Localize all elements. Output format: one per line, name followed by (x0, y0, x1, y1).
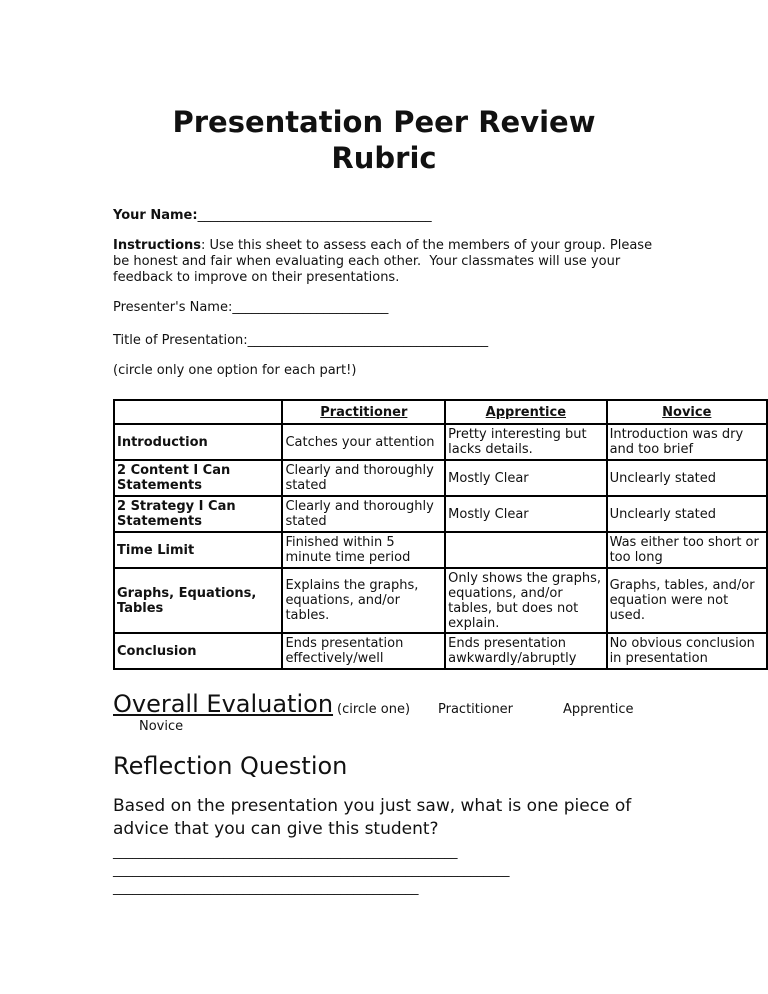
your-name-blank: ____________________________________ (197, 208, 432, 223)
table-row (114, 532, 767, 568)
presentation-title-field[interactable]: Title of Presentation:_____________________________________ (113, 333, 489, 348)
instructions (113, 238, 653, 286)
answer-line[interactable]: _____________________________________________________________ (113, 863, 510, 878)
reflection-question (113, 795, 631, 841)
answer-line[interactable]: _____________________________________________________ (113, 845, 458, 860)
apprentice-cell[interactable]: Only shows the graphs, equations, and/or tables, but does not explain. (445, 568, 606, 633)
header-novice: Novice (607, 400, 767, 424)
header-practitioner: Practitioner (282, 400, 445, 424)
table-header-row (114, 400, 767, 424)
novice-cell[interactable]: Introduction was dry and too brief (607, 424, 767, 460)
practitioner-cell[interactable]: Clearly and thoroughly stated (282, 460, 445, 496)
practitioner-cell[interactable]: Explains the graphs, equations, and/or tables. (282, 568, 445, 633)
criterion-cell: 2 Strategy I Can Statements (114, 496, 282, 532)
question-line-1: Based on the presentation you just saw, what is one piece of (113, 796, 632, 816)
criterion-cell: Introduction (114, 424, 282, 460)
criterion-cell: Graphs, Equations, Tables (114, 568, 282, 633)
apprentice-cell[interactable] (445, 532, 606, 568)
your-name-field[interactable] (113, 208, 432, 224)
table-row (114, 568, 767, 633)
header-apprentice: Apprentice (445, 400, 606, 424)
overall-circle-one: (circle one) (337, 702, 411, 717)
table-row (114, 633, 767, 669)
your-name-label: Your Name: (113, 208, 198, 223)
practitioner-cell[interactable]: Ends presentation effectively/well (282, 633, 445, 669)
novice-cell[interactable]: Was either too short or too long (607, 532, 767, 568)
circle-note: (circle only one option for each part!) (113, 363, 357, 378)
table-row (114, 460, 767, 496)
instructions-line-3: feedback to improve on their presentations. (113, 270, 400, 285)
answer-area[interactable] (113, 845, 510, 899)
apprentice-cell[interactable]: Mostly Clear (445, 496, 606, 532)
header-blank (114, 400, 282, 424)
title-line-1: Presentation Peer Review (172, 105, 596, 139)
document-title (0, 104, 768, 176)
instructions-line-2: be honest and fair when evaluating each other. Your classmates will use your (113, 254, 621, 269)
title-line-2: Rubric (331, 141, 437, 175)
novice-cell[interactable]: No obvious conclusion in presentation (607, 633, 767, 669)
overall-evaluation-heading: Overall Evaluation (113, 690, 334, 718)
criterion-cell: Conclusion (114, 633, 282, 669)
criterion-cell: Time Limit (114, 532, 282, 568)
instructions-text: : Use this sheet to assess each of the members of your group. Please (201, 238, 653, 253)
question-line-2: advice that you can give this student? (113, 819, 439, 839)
practitioner-cell[interactable]: Finished within 5 minute time period (282, 532, 445, 568)
reflection-heading: Reflection Question (113, 752, 348, 780)
table-row (114, 496, 767, 532)
novice-cell[interactable]: Unclearly stated (607, 460, 767, 496)
instructions-label: Instructions (113, 238, 202, 253)
practitioner-cell[interactable]: Clearly and thoroughly stated (282, 496, 445, 532)
practitioner-cell[interactable]: Catches your attention (282, 424, 445, 460)
apprentice-cell[interactable]: Mostly Clear (445, 460, 606, 496)
criterion-cell: 2 Content I Can Statements (114, 460, 282, 496)
overall-option-practitioner[interactable]: Practitioner (438, 702, 514, 717)
apprentice-cell[interactable]: Pretty interesting but lacks details. (445, 424, 606, 460)
overall-option-novice[interactable]: Novice (139, 719, 184, 734)
overall-option-apprentice[interactable]: Apprentice (563, 702, 634, 717)
apprentice-cell[interactable]: Ends presentation awkwardly/abruptly (445, 633, 606, 669)
table-row (114, 424, 767, 460)
novice-cell[interactable]: Graphs, tables, and/or equation were not used. (607, 568, 767, 633)
rubric-table (113, 399, 768, 670)
answer-line[interactable]: _______________________________________________ (113, 881, 419, 896)
novice-cell[interactable]: Unclearly stated (607, 496, 767, 532)
presenter-name-field[interactable]: Presenter's Name:________________________ (113, 300, 389, 315)
